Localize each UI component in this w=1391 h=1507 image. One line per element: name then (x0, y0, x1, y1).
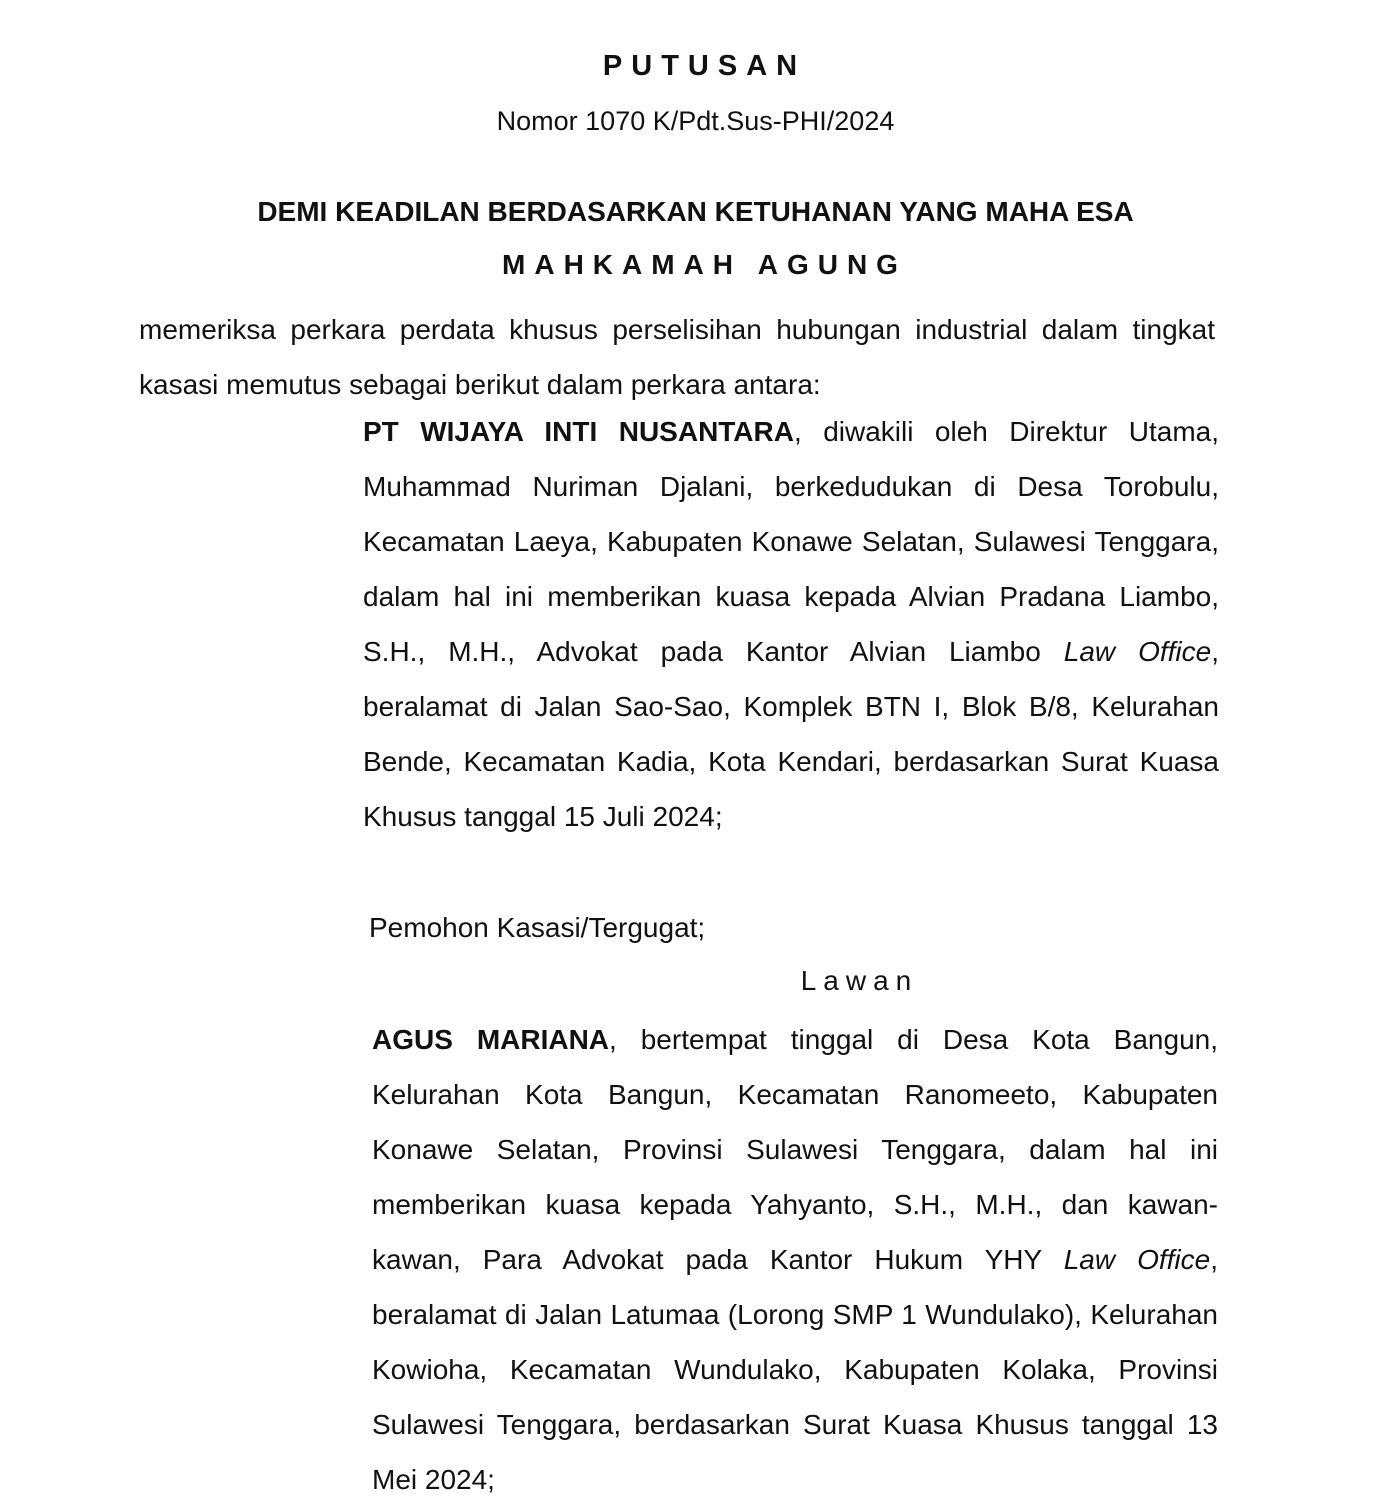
intro-paragraph: memeriksa perkara perdata khusus perselisihan hubungan industrial dalam tingkat kasasi memutus sebagai berikut dalam perkara antara: (139, 314, 1215, 400)
document-title: PUTUSAN (602, 50, 807, 82)
court-name: MAHKAMAH AGUNG (502, 249, 907, 280)
party-respondent (372, 1012, 1218, 1507)
party-respondent-text-b: , beralamat di Jalan Latumaa (Lorong SMP 1 Wundulako), Kelurahan Kowioha, Kecamatan Wundulako, Kabupaten Kolaka, Provinsi Sulawesi Tenggara, berdasarkan Surat Kuasa Khusus tanggal 13 Mei 2024; (372, 1244, 1218, 1495)
separator-lawan: Lawan (800, 965, 919, 996)
party-respondent-italic: Law Office (1063, 1244, 1211, 1275)
party-appellant-name: PT WIJAYA INTI NUSANTARA (363, 416, 794, 447)
party-respondent-paragraph (372, 1012, 1218, 1507)
case-number: Nomor 1070 K/Pdt.Sus-PHI/2024 (496, 106, 895, 136)
invocation-heading: DEMI KEADILAN BERDASARKAN KETUHANAN YANG MAHA ESA (257, 196, 1134, 227)
party-appellant-italic: Law Office (1063, 636, 1212, 667)
party-appellant-text-a: , diwakili oleh Direktur Utama, Muhammad Nuriman Djalani, berkedudukan di Desa Torobulu, Kecamatan Laeya, Kabupaten Konawe Selatan, Sulawesi Tenggara, dalam hal ini memberikan kuasa kepada Alvian Pradana Liambo, S.H., M.H., Advokat pada Kantor Alvian Liambo (363, 416, 1220, 667)
party-appellant-role: Pemohon Kasasi/Tergugat; (369, 912, 706, 943)
party-appellant-paragraph (363, 404, 1219, 844)
party-respondent-text-a: , bertempat tinggal di Desa Kota Bangun, Kelurahan Kota Bangun, Kecamatan Ranomeeto, Kabupaten Konawe Selatan, Provinsi Sulawesi Tenggara, dalam hal ini memberikan kuasa kepada Yahyanto, S.H., M.H., dan kawan-kawan, Para Advokat pada Kantor Hukum YHY (372, 1024, 1218, 1275)
party-appellant (363, 404, 1219, 844)
party-respondent-name: AGUS MARIANA (372, 1024, 610, 1055)
party-appellant-text-b: , beralamat di Jalan Sao-Sao, Komplek BTN I, Blok B/8, Kelurahan Bende, Kecamatan Kadia, Kota Kendari, berdasarkan Surat Kuasa Khusus tanggal 15 Juli 2024; (363, 636, 1219, 832)
